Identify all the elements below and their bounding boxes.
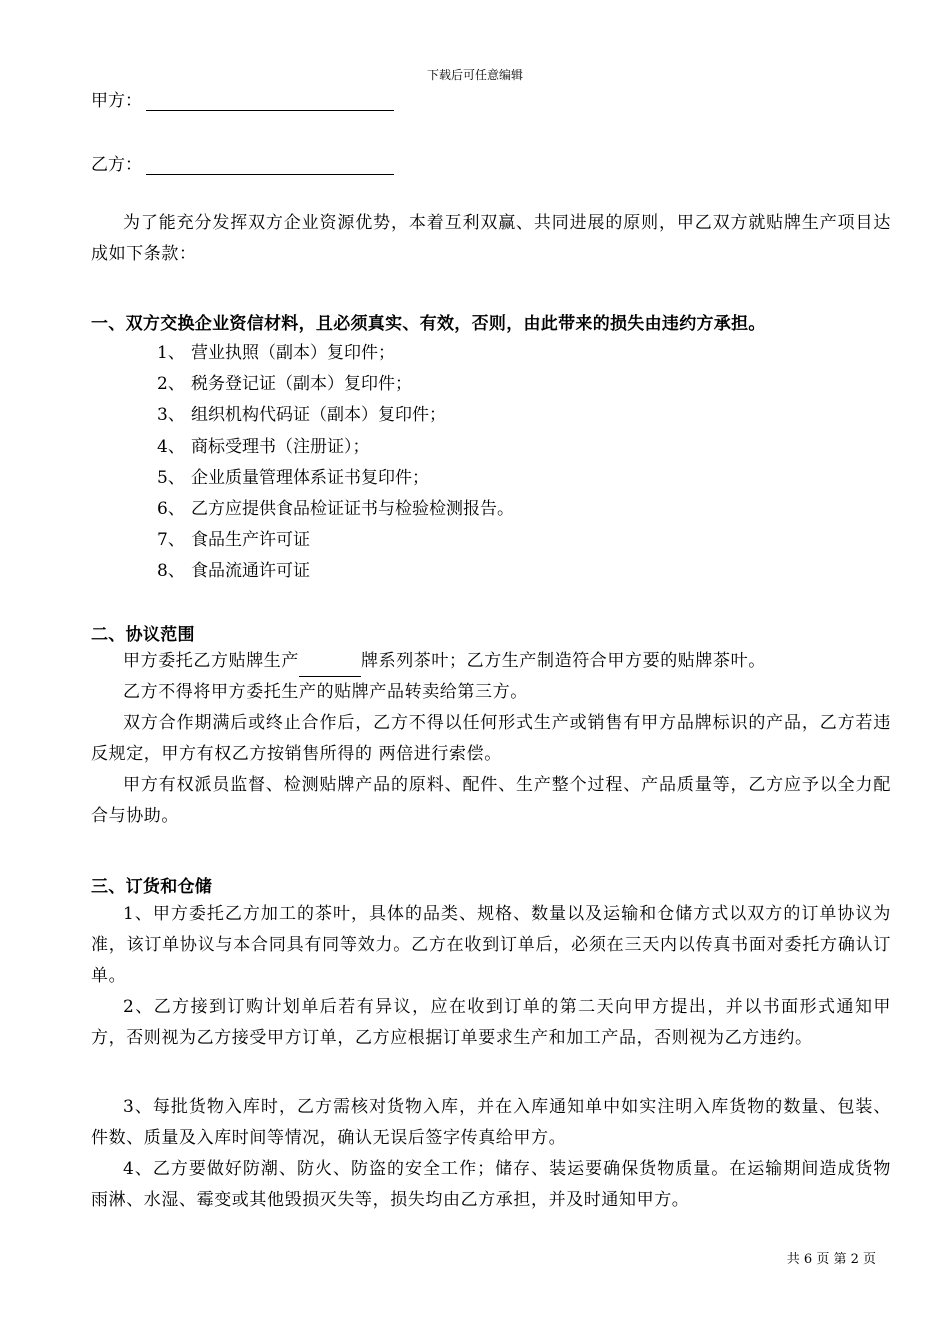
section2-paragraph-1: 甲方委托乙方贴牌生产 牌系列茶叶；乙方生产制造符合甲方要的贴牌茶叶。 <box>91 646 891 677</box>
list-item: 1、 营业执照（副本）复印件； <box>157 343 395 363</box>
party-b-label: 乙方： <box>91 155 142 175</box>
party-b-blank <box>146 156 394 175</box>
list-item: 4、 商标受理书（注册证）； <box>157 436 370 457</box>
section3-paragraph-4: 4、乙方要做好防潮、防火、防盗的安全工作；储存、装运要确保货物质量。在运输期间造成货物雨淋、水湿、霉变或其他毁损灭失等，损失均由乙方承担，并及时通知甲方。 <box>91 1159 891 1210</box>
header-note: 下载后可任意编辑 <box>426 68 523 82</box>
party-a-label: 甲方： <box>91 91 142 111</box>
section1-list <box>157 338 514 588</box>
intro-paragraph: 为了能充分发挥双方企业资源优势，本着互利双赢、共同进展的原则，甲乙双方就贴牌生产项目达成如下条款： <box>91 213 891 264</box>
list-item: 8、 食品流通许可证 <box>157 561 310 582</box>
section3-paragraph-1: 1、甲方委托乙方加工的茶叶，具体的品类、规格、数量以及运输和仓储方式以双方的订单协议为准，该订单协议与本合同具有同等效力。乙方在收到订单后，必须在三天内以传真书面对委托方确认订单。 <box>91 904 891 986</box>
page-footer: 共 6 页 第 2 页 <box>786 1252 876 1267</box>
party-a-blank <box>146 92 394 111</box>
list-item: 7、 食品生产许可证 <box>157 530 310 551</box>
section2-paragraph-4: 甲方有权派员监督、检测贴牌产品的原料、配件、生产整个过程、产品质量等，乙方应予以全力配合与协助。 <box>91 775 891 826</box>
party-b-line <box>91 150 394 175</box>
section1-title: 一、双方交换企业资信材料，且必须真实、有效，否则，由此带来的损失由违约方承担。 <box>91 314 766 334</box>
list-item: 5、 企业质量管理体系证书复印件； <box>157 467 429 488</box>
list-item: 2、 税务登记证（副本）复印件； <box>157 374 412 395</box>
section2-paragraph-3: 双方合作期满后或终止合作后，乙方不得以任何形式生产或销售有甲方品牌标识的产品，乙方若违反规定，甲方有权乙方按销售所得的 两倍进行索偿。 <box>91 713 891 764</box>
section3-paragraph-3: 3、每批货物入库时，乙方需核对货物入库，并在入库通知单中如实注明入库货物的数量、包装、件数、质量及入库时间等情况，确认无误后签字传真给甲方。 <box>91 1097 891 1148</box>
brand-blank <box>299 658 361 677</box>
list-item: 6、 乙方应提供食品检证证书与检验检测报告。 <box>157 499 514 520</box>
section3-title: 三、订货和仓储 <box>91 877 213 897</box>
section2-title: 二、协议范围 <box>91 625 195 645</box>
section2-paragraph-2: 乙方不得将甲方委托生产的贴牌产品转卖给第三方。 <box>123 682 528 702</box>
section3-paragraph-2: 2、乙方接到订购计划单后若有异议，应在收到订单的第二天向甲方提出，并以书面形式通知甲方，否则视为乙方接受甲方订单，乙方应根据订单要求生产和加工产品，否则视为乙方违约。 <box>91 997 891 1048</box>
list-item: 3、 组织机构代码证（副本）复印件； <box>157 405 446 426</box>
party-a-line <box>91 86 394 111</box>
